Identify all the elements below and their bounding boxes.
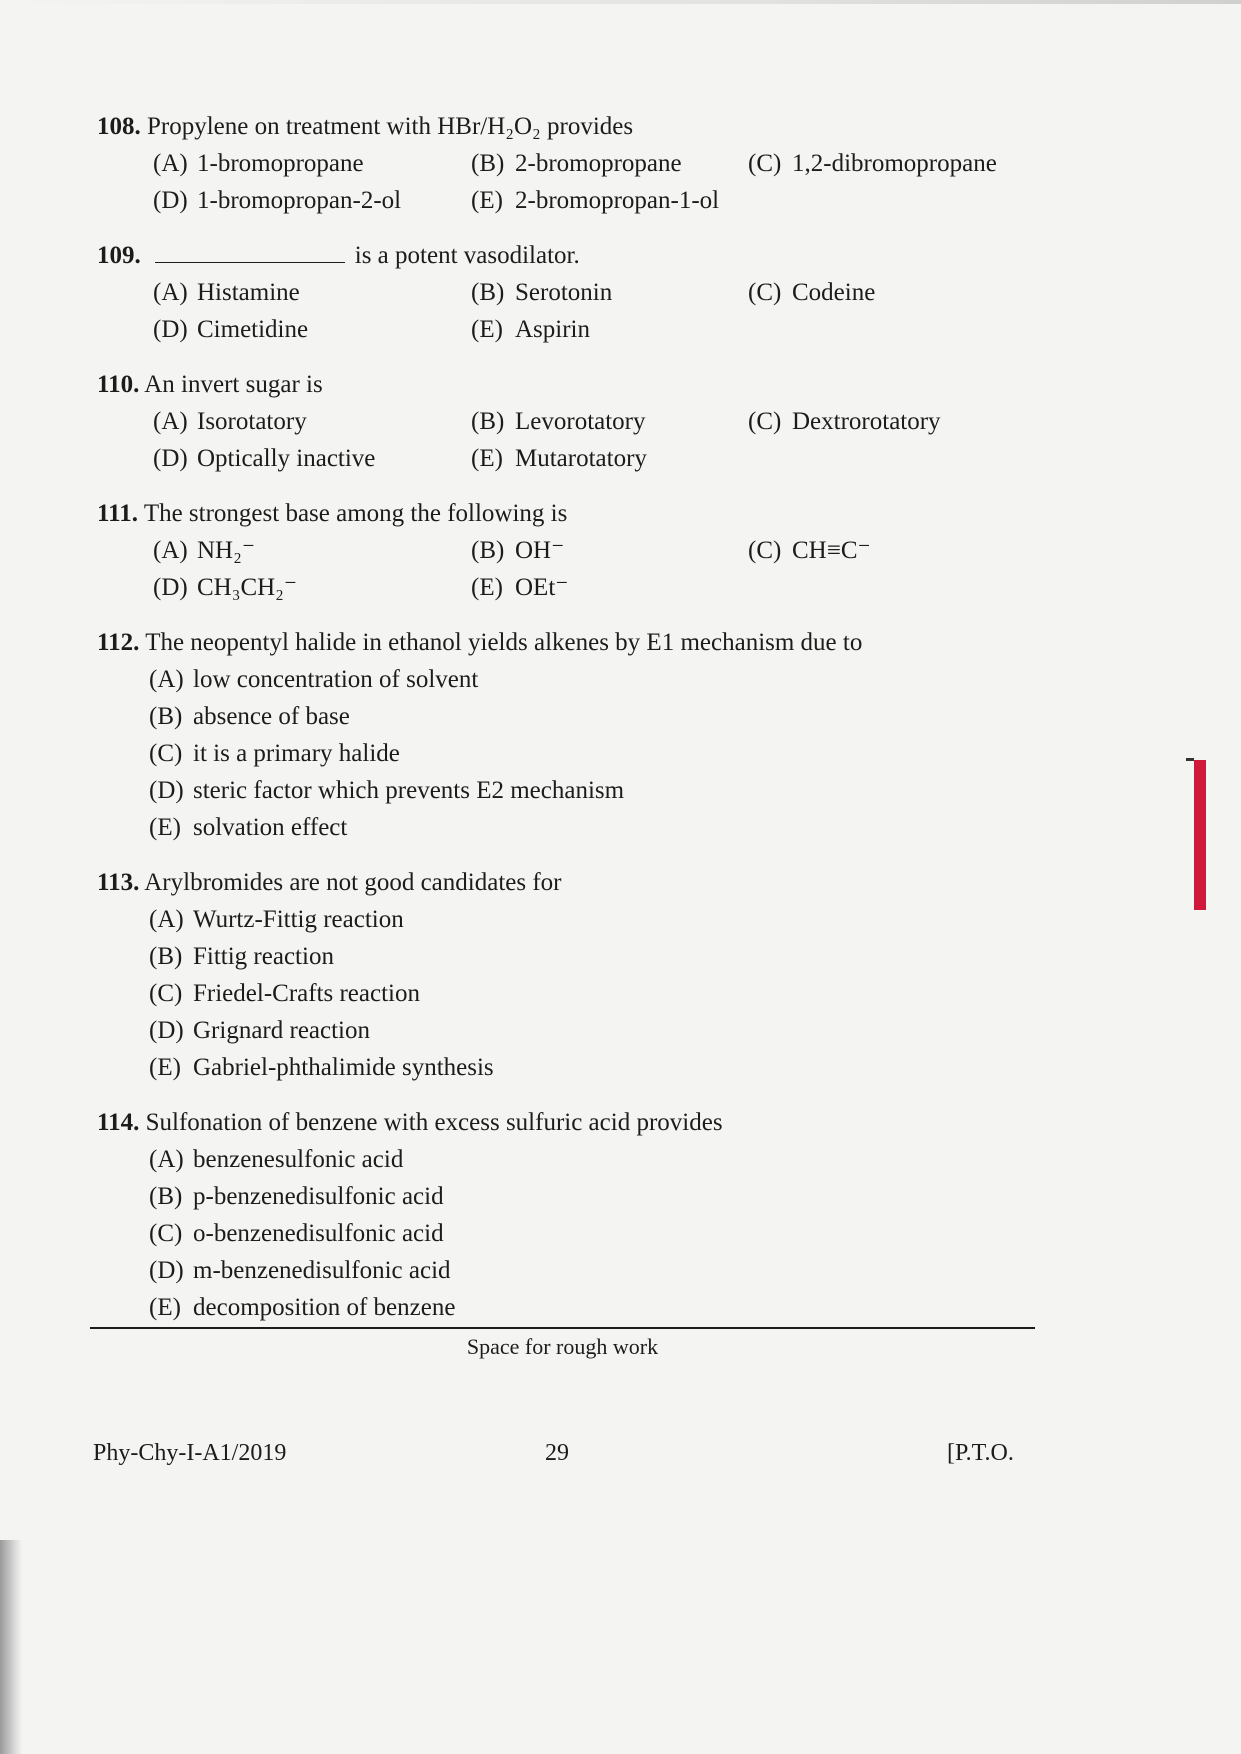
question-stem	[97, 864, 1037, 901]
question-number: 109.	[97, 242, 141, 269]
options-grid	[97, 145, 1037, 219]
option-e: (E) solvation effect	[149, 814, 348, 841]
options-grid	[97, 403, 1037, 477]
options-list	[97, 1141, 1037, 1326]
question-111	[97, 495, 1037, 606]
question-text: An invert sugar is	[144, 371, 323, 398]
option-d: (D) steric factor which prevents E2 mechanism	[149, 777, 625, 804]
option-b: (B) p-benzenedisulfonic acid	[149, 1183, 444, 1210]
option-a: (A) Histamine	[153, 279, 300, 306]
option-e: (E) 2-bromopropan-1-ol	[471, 187, 720, 214]
option-c: (C) 1,2-dibromopropane	[748, 150, 997, 177]
question-number: 108.	[97, 113, 141, 140]
options-row	[97, 182, 1037, 219]
option-c: (C) CH≡C⁻	[748, 537, 871, 564]
question-stem	[97, 1104, 1037, 1141]
scan-edge-top	[0, 0, 1241, 4]
option-e: (E) OEt⁻	[471, 574, 569, 601]
option-b: (B) Fittig reaction	[149, 943, 334, 970]
option-b: (B) Serotonin	[471, 279, 613, 306]
question-number: 111.	[97, 500, 138, 527]
option-c: (C) it is a primary halide	[149, 740, 400, 767]
question-number: 113.	[97, 869, 140, 896]
rough-work-label: Space for rough work	[466, 1334, 659, 1359]
question-list	[97, 108, 1037, 1344]
option-e: (E) Gabriel-phthalimide synthesis	[149, 1054, 494, 1081]
fill-blank-line	[155, 240, 345, 263]
question-108	[97, 108, 1037, 219]
options-grid	[97, 532, 1037, 606]
rough-work-divider	[90, 1327, 1035, 1329]
option-d: (D) Cimetidine	[153, 316, 309, 343]
option-a: (A) Wurtz-Fittig reaction	[149, 906, 404, 933]
question-text: The strongest base among the following is	[143, 500, 568, 527]
options-row	[97, 569, 1037, 606]
option-d: (D) Grignard reaction	[149, 1017, 371, 1044]
options-list	[97, 661, 1037, 846]
option-b: (B) OH⁻	[471, 537, 565, 564]
question-110	[97, 366, 1037, 477]
paper-code: Phy-Chy-I-A1/2019	[93, 1440, 287, 1466]
question-text: Propylene on treatment with HBr/H₂O₂ provides	[147, 113, 634, 140]
option-c: (C) Friedel-Crafts reaction	[149, 980, 420, 1007]
option-c: (C) o-benzenedisulfonic acid	[149, 1220, 444, 1247]
options-list	[97, 901, 1037, 1086]
options-row	[97, 440, 1037, 477]
option-a: (A) NH₂⁻	[153, 537, 256, 564]
option-d: (D) Optically inactive	[153, 445, 376, 472]
question-109	[97, 237, 1037, 348]
option-a: (A) 1-bromopropane	[153, 150, 364, 177]
question-number: 110.	[97, 371, 140, 398]
question-text: is a potent vasodilator.	[354, 242, 580, 269]
question-114	[97, 1104, 1037, 1326]
option-d: (D) 1-bromopropan-2-ol	[153, 187, 402, 214]
question-text: The neopentyl halide in ethanol yields alkenes by E1 mechanism due to	[145, 629, 863, 656]
option-e: (E) Aspirin	[471, 316, 590, 343]
option-d: (D) m-benzenedisulfonic acid	[149, 1257, 451, 1284]
question-stem	[97, 624, 1037, 661]
question-stem	[97, 495, 1037, 532]
question-112	[97, 624, 1037, 846]
option-b: (B) absence of base	[149, 703, 350, 730]
option-d: (D) CH₃CH₂⁻	[153, 574, 298, 601]
scan-edge-left	[0, 1540, 22, 1754]
options-grid	[97, 274, 1037, 348]
page-number: 29	[545, 1440, 569, 1466]
question-text: Sulfonation of benzene with excess sulfuric acid provides	[145, 1109, 723, 1136]
option-c: (C) Dextrorotatory	[748, 408, 941, 435]
options-row	[97, 532, 1037, 569]
options-row	[97, 311, 1037, 348]
option-a: (A) benzenesulfonic acid	[149, 1146, 404, 1173]
question-stem	[97, 237, 1037, 274]
question-113	[97, 864, 1037, 1086]
options-row	[97, 145, 1037, 182]
option-a: (A) Isorotatory	[153, 408, 307, 435]
margin-mark	[1194, 760, 1206, 910]
option-a: (A) low concentration of solvent	[149, 666, 479, 693]
options-row	[97, 274, 1037, 311]
option-c: (C) Codeine	[748, 279, 876, 306]
option-e: (E) decomposition of benzene	[149, 1294, 456, 1321]
question-number: 114.	[97, 1109, 140, 1136]
option-b: (B) Levorotatory	[471, 408, 646, 435]
question-number: 112.	[97, 629, 140, 656]
please-turn-over: [P.T.O.	[947, 1440, 1014, 1466]
option-b: (B) 2-bromopropane	[471, 150, 682, 177]
question-text: Arylbromides are not good candidates for	[144, 869, 562, 896]
question-stem	[97, 108, 1037, 145]
option-e: (E) Mutarotatory	[471, 445, 647, 472]
question-stem	[97, 366, 1037, 403]
options-row	[97, 403, 1037, 440]
